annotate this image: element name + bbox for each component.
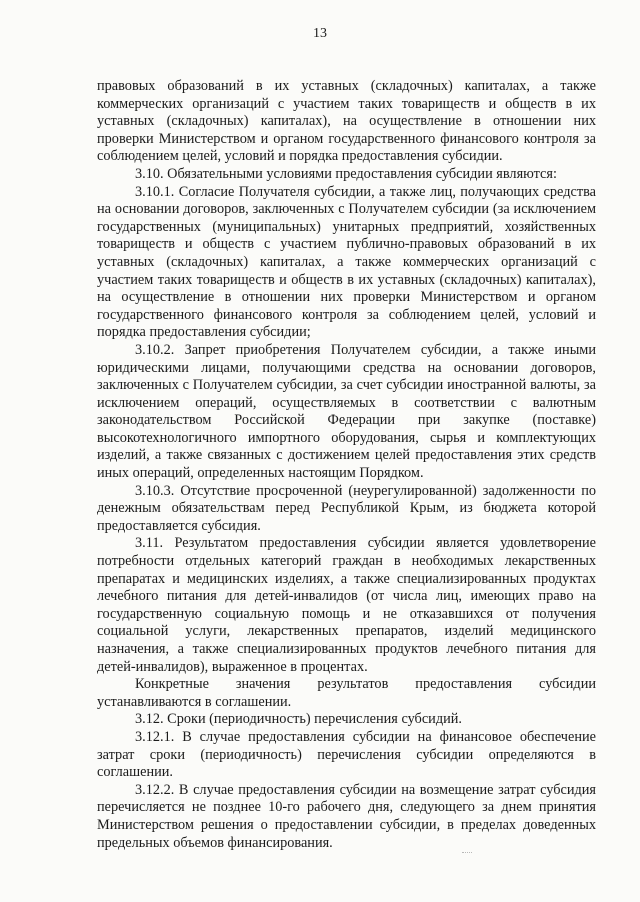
paragraph-3-12: 3.12. Сроки (периодичность) перечисления субсидий. [135,711,462,728]
paragraph-3-11: 3.11. Результатом предоставления субсидии является удовлетворение потребности отдельных категорий граждан в необходимых лекарственных препаратах и медицинских изделиях, а также специализированных продуктах лечебного питания для детей-инвалидов (от числа лиц, имеющих право на государственную социальную помощь и не отказавшихся от получения социальной услуги, лекарственных препаратов, изделий медицинского назначения, а также специализированных продуктов лечебного питания для детей-инвалидов), выраженное в процентах. [97,535,596,675]
document-body [97,78,596,852]
paragraph-results-values: Конкретные значения результатов предоставления субсидии устанавливаются в соглашении. [97,676,596,710]
paragraph-3-10-1: 3.10.1. Согласие Получателя субсидии, а также лиц, получающих средства на основании договоров, заключенных с Получателем субсидии (за исключением государственных (муниципальных) унитарных предприятий, хозяйственных товариществ и обществ с участием публично-правовых образований в их уставных (складочных) капиталах, а также коммерческих организаций с участием таких товариществ и обществ в их уставных (складочных) капиталах), на осуществление в отношении них проверки Министерством и органом государственного финансового контроля за соблюдением целей, условий и порядка предоставления субсидии; [97,183,596,341]
paragraph-continuation: правовых образований в их уставных (складочных) капиталах, а также коммерческих организаций с участием таких товариществ и обществ в их уставных (складочных) капиталах), на осуществление в отношении них проверки Министерством и органом государственного финансового контроля за соблюдением целей, условий и порядка предоставления субсидии. [97,78,596,165]
page-number: 13 [313,26,327,41]
paragraph-3-10-2: 3.10.2. Запрет приобретения Получателем субсидии, а также иными юридическими лицами, получающими средства на основании договоров, заключенных с Получателем субсидии, за счет субсидии иностранной валюты, за исключением операций, осуществляемых в соответствии с валютным законодательством Российской Федерации при закупке (поставке) высокотехнологичного импортного оборудования, сырья и комплектующих изделий, а также связанных с достижением целей предоставления этих средств иных операций, определенных настоящим Порядком. [97,341,596,482]
paragraph-3-12-2: 3.12.2. В случае предоставления субсидии на возмещение затрат субсидия перечисляется не позднее 10-го рабочего дня, следующего за днем принятия Министерством решения о предоставлении субсидии, в пределах доведенных предельных объемов финансирования. [97,781,596,851]
paragraph-3-12-1: 3.12.1. В случае предоставления субсидии на финансовое обеспечение затрат сроки (периодичность) перечисления субсидии определяются в соглашении. [97,728,596,781]
paragraph-3-10: 3.10. Обязательными условиями предоставления субсидии являются: [135,165,557,182]
paragraph-3-10-3: 3.10.3. Отсутствие просроченной (неурегулированной) задолженности по денежным обязательствам перед Республикой Крым, из бюджета которой предоставляется субсидия. [97,482,596,534]
scan-dust-mark [462,852,472,855]
